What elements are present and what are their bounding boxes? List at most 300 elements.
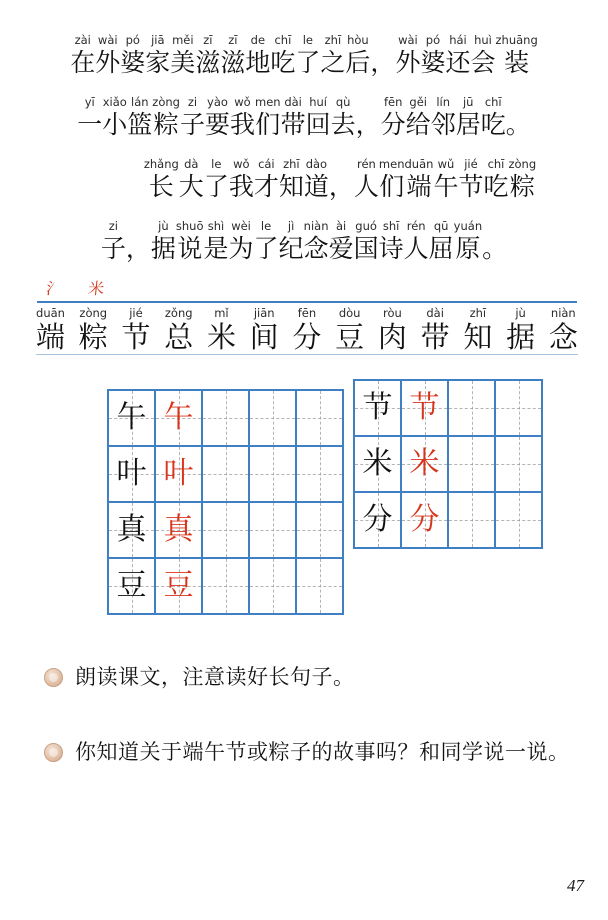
hanzi-text: ， [328, 174, 354, 201]
grid-cell-trace [156, 503, 203, 559]
hanzi-text: 外 [395, 50, 421, 77]
pinyin-text: duān [404, 157, 434, 171]
pinyin-text: jié [464, 157, 478, 171]
pinyin-text: chī [274, 33, 292, 47]
hanzi-text: 了 [253, 236, 279, 263]
ruby-character [152, 95, 180, 142]
hanzi-text: 回 [305, 112, 331, 139]
pinyin-text: zòng [508, 157, 537, 171]
hanzi-text: 总 [164, 322, 194, 354]
hanzi-text: 知 [278, 174, 304, 201]
grid-cell-model [109, 447, 156, 503]
model-character: 节 [362, 391, 393, 424]
pinyin-text: yuán [453, 219, 483, 233]
pinyin-text: jù [515, 306, 526, 320]
ruby-character [304, 219, 329, 266]
ruby-character [145, 33, 170, 80]
passage-block [0, 18, 608, 266]
grid-cell-trace [156, 559, 203, 615]
hanzi-text: 邻 [430, 112, 456, 139]
writing-grid-right [353, 379, 543, 549]
pinyin-text: men [378, 157, 405, 171]
ruby-character [445, 33, 470, 80]
pinyin-text: le [302, 33, 314, 47]
hanzi-text: 长 [148, 174, 174, 201]
bullet-marker-icon [44, 668, 63, 687]
ruby-character [354, 219, 379, 266]
pinyin-text: ài [335, 219, 347, 233]
hanzi-text: 后 [345, 50, 371, 77]
grid-cell-blank[interactable] [203, 391, 250, 447]
grid-cell-blank[interactable] [203, 447, 250, 503]
exercise-item-1 [44, 663, 355, 691]
ruby-character [170, 33, 195, 80]
hanzi-text: 地 [245, 50, 271, 77]
pinyin-text: zài [74, 33, 91, 47]
pinyin-text: wǔ [437, 157, 455, 171]
trace-character: 叶 [163, 457, 194, 490]
pinyin-text: niàn [550, 306, 576, 320]
hanzi-text: 婆 [120, 50, 146, 77]
ruby-character [255, 95, 281, 142]
hanzi-text: 原 [455, 236, 481, 263]
pinyin-text: hòu [347, 33, 369, 47]
ruby-character [481, 95, 506, 142]
ruby-run [70, 33, 538, 80]
ruby-character [127, 95, 152, 142]
pinyin-text: wài [97, 33, 118, 47]
grid-cell-model [109, 391, 156, 447]
ruby-character [254, 157, 279, 204]
pinyin-text: le [211, 157, 222, 171]
exercise-text: 朗读课文，注意读好长句子。 [75, 665, 355, 689]
exercise-text: 你知道关于端午节或粽子的故事吗？和同学说一说。 [75, 740, 570, 764]
ruby-character [395, 33, 420, 80]
hanzi-text: 道 [303, 174, 329, 201]
grid-cell-blank[interactable] [449, 381, 496, 437]
grid-cell-trace [402, 437, 449, 493]
ruby-character [433, 157, 458, 204]
pinyin-text: yī [84, 95, 95, 109]
hanzi-text: 滋 [195, 50, 221, 77]
ruby-character [406, 95, 431, 142]
hanzi-text: 是 [203, 236, 229, 263]
hanzi-text: 端 [406, 174, 432, 201]
ruby-character [295, 33, 320, 80]
pinyin-text: fēn [297, 306, 317, 320]
pinyin-text: jiān [253, 306, 275, 320]
hanzi-text: 节 [458, 174, 484, 201]
ruby-character [306, 95, 331, 142]
hanzi-text: 们 [255, 112, 281, 139]
ruby-character [95, 33, 120, 80]
ruby-character [279, 157, 304, 204]
new-character-item [549, 306, 578, 355]
new-character-item [121, 306, 150, 355]
hanzi-text: 去 [330, 112, 356, 139]
grid-cell-model [355, 437, 402, 493]
ruby-character [454, 219, 482, 266]
pinyin-text: guó [355, 219, 377, 233]
hanzi-text: 带 [280, 112, 306, 139]
pinyin-text: qù [335, 95, 351, 109]
grid-cell-trace [156, 447, 203, 503]
hanzi-text: 之 [320, 50, 346, 77]
pinyin-text: ròu [382, 306, 402, 320]
hanzi-text: 子 [100, 236, 126, 263]
ruby-run [101, 219, 507, 266]
hanzi-text: 诗 [378, 236, 404, 263]
pinyin-text: dòu [338, 306, 361, 320]
ruby-character [204, 219, 229, 266]
pinyin-text: zòng [79, 306, 108, 320]
hanzi-text: ， [125, 236, 151, 263]
trace-character: 豆 [163, 569, 194, 602]
pinyin-text: de [250, 33, 266, 47]
hanzi-text: 了 [203, 174, 229, 201]
trace-character: 分 [409, 503, 440, 536]
ruby-character [205, 95, 230, 142]
pinyin-text: wǒ [234, 95, 251, 109]
model-character: 米 [362, 447, 393, 480]
punctuation-mark [482, 219, 507, 266]
pinyin-text: zī [228, 33, 238, 47]
hanzi-text: 豆 [335, 322, 365, 354]
new-character-item [79, 306, 108, 355]
pinyin-text: shì [207, 219, 225, 233]
pinyin-text: zhī [469, 306, 487, 320]
pinyin-text: zhī [324, 33, 342, 47]
page-number: 47 [567, 876, 584, 895]
ruby-character [420, 33, 445, 80]
hanzi-text: 小 [102, 112, 128, 139]
hanzi-text: 据 [150, 236, 176, 263]
grid-cell-trace [402, 493, 449, 549]
pinyin-text: wèi [231, 219, 251, 233]
ruby-character [331, 95, 356, 142]
ruby-run [144, 157, 536, 204]
ruby-character [281, 95, 306, 142]
passage-line [0, 18, 608, 80]
hanzi-text: 篮 [127, 112, 153, 139]
ruby-character [379, 219, 404, 266]
ruby-character [379, 157, 405, 204]
ruby-character [404, 219, 429, 266]
pinyin-text: rén [356, 157, 376, 171]
grid-cell-blank[interactable] [449, 493, 496, 549]
hanzi-text: 人 [403, 236, 429, 263]
punctuation-mark [329, 157, 354, 204]
ruby-character [204, 157, 229, 204]
grid-cell-blank[interactable] [297, 447, 344, 503]
passage-line [0, 204, 608, 266]
hanzi-text: 间 [249, 322, 279, 354]
hanzi-text: 吃 [270, 50, 296, 77]
pinyin-text: wài [398, 33, 418, 47]
radical-annotation-row [46, 276, 104, 298]
pinyin-text: dài [284, 95, 302, 109]
pinyin-text: dào [305, 157, 328, 171]
grid-cell-blank[interactable] [203, 503, 250, 559]
new-character-item [506, 306, 535, 355]
grid-cell-blank[interactable] [250, 447, 297, 503]
grid-cell-model [109, 503, 156, 559]
grid-cell-blank[interactable] [496, 437, 543, 493]
ruby-character [120, 33, 145, 80]
pinyin-text: měi [172, 33, 194, 47]
trace-character: 午 [163, 401, 194, 434]
ruby-character [329, 219, 354, 266]
pinyin-text: duān [36, 306, 65, 320]
hanzi-text: 要 [204, 112, 230, 139]
bullet-marker-icon [44, 743, 63, 762]
hanzi-text: ， [355, 112, 381, 139]
hanzi-text: 子 [179, 112, 205, 139]
hanzi-text: 带 [420, 322, 450, 354]
pinyin-text: chī [484, 95, 502, 109]
pinyin-text: jié [129, 306, 143, 320]
ruby-character [458, 157, 483, 204]
hanzi-text: 纪 [278, 236, 304, 263]
hanzi-text: 人 [353, 174, 379, 201]
ruby-character [230, 95, 255, 142]
grid-cell-trace [156, 391, 203, 447]
radical-mark: 米 [87, 281, 105, 298]
grid-cell-model [109, 559, 156, 615]
hanzi-text: 家 [145, 50, 171, 77]
punctuation-mark [126, 219, 151, 266]
pinyin-text: pó [125, 33, 140, 47]
passage-line [0, 142, 608, 204]
hanzi-text: 还 [445, 50, 471, 77]
hanzi-text: 分 [292, 322, 322, 354]
pinyin-text: jù [158, 219, 169, 233]
ruby-character [354, 157, 379, 204]
model-character: 分 [362, 503, 393, 536]
hanzi-text: 国 [353, 236, 379, 263]
pinyin-text: qū [433, 219, 449, 233]
ruby-character [195, 33, 220, 80]
pinyin-text: pó [425, 33, 441, 47]
hanzi-text: 米 [206, 322, 236, 354]
hanzi-text: 分 [380, 112, 406, 139]
pinyin-text: chī [487, 157, 505, 171]
grid-cell-blank[interactable] [203, 559, 250, 615]
ruby-character [176, 219, 204, 266]
hanzi-text: ， [370, 50, 396, 77]
hanzi-text: 我 [228, 174, 254, 201]
hanzi-text: 念 [303, 236, 329, 263]
ruby-character [229, 219, 254, 266]
pinyin-text: zī [203, 33, 213, 47]
trace-character: 真 [163, 513, 194, 546]
pinyin-text: huì [474, 33, 492, 47]
hanzi-text: 节 [121, 322, 151, 354]
ruby-character [70, 33, 95, 80]
ruby-character [144, 157, 179, 204]
pinyin-text: hái [449, 33, 467, 47]
model-character: 真 [116, 513, 147, 546]
grid-cell-blank[interactable] [250, 503, 297, 559]
new-character-item [250, 306, 279, 355]
pinyin-text: lán [131, 95, 149, 109]
hanzi-text: 粽 [78, 322, 108, 354]
pinyin-text: dài [426, 306, 444, 320]
hanzi-text: 装 [504, 50, 530, 77]
pinyin-text: fēn [383, 95, 403, 109]
radical-mark: 氵 [45, 281, 63, 298]
ruby-character [270, 33, 295, 80]
pinyin-text: shuō [175, 219, 204, 233]
punctuation-mark [506, 95, 531, 142]
pinyin-text: huí [309, 95, 327, 109]
hanzi-text: 为 [228, 236, 254, 263]
ruby-character [345, 33, 370, 80]
ruby-character [431, 95, 456, 142]
hanzi-text: 们 [379, 174, 405, 201]
pinyin-text: men [255, 95, 281, 109]
hanzi-text: 居 [455, 112, 481, 139]
hanzi-text: 滋 [220, 50, 246, 77]
new-character-item [164, 306, 193, 355]
hanzi-text: 屈 [428, 236, 454, 263]
hanzi-text: 我 [230, 112, 256, 139]
hanzi-text: 吃 [480, 112, 506, 139]
pinyin-text: zòng [152, 95, 180, 109]
new-character-item [378, 306, 407, 355]
ruby-character [180, 95, 205, 142]
ruby-character [496, 33, 538, 80]
ruby-character [304, 157, 329, 204]
ruby-character [320, 33, 345, 80]
trace-character: 米 [409, 447, 440, 480]
hanzi-text: 会 [470, 50, 496, 77]
hanzi-text: 给 [405, 112, 431, 139]
pinyin-text: rén [406, 219, 426, 233]
grid-cell-blank[interactable] [496, 493, 543, 549]
character-list-baseline [36, 354, 578, 355]
pinyin-text: niàn [303, 219, 329, 233]
hanzi-text: 在 [70, 50, 96, 77]
model-character: 豆 [116, 569, 147, 602]
pinyin-text: jū [462, 95, 474, 109]
ruby-character [381, 95, 406, 142]
hanzi-text: 说 [177, 236, 203, 263]
ruby-character [220, 33, 245, 80]
new-character-item [207, 306, 236, 355]
punctuation-mark [370, 33, 395, 80]
pinyin-text: shī [382, 219, 400, 233]
grid-cell-blank[interactable] [496, 381, 543, 437]
hanzi-text: 端 [36, 322, 66, 354]
trace-character: 节 [409, 391, 440, 424]
hanzi-text: 念 [548, 322, 578, 354]
pinyin-text: jì [287, 219, 295, 233]
pinyin-text: zhǎng [143, 157, 179, 171]
ruby-character [429, 219, 454, 266]
new-character-item [335, 306, 364, 355]
grid-cell-blank[interactable] [250, 559, 297, 615]
grid-cell-trace [402, 381, 449, 437]
hanzi-text: 。 [482, 236, 508, 263]
pinyin-text: zǒng [164, 306, 193, 320]
grid-cell-model [355, 493, 402, 549]
hanzi-text: 外 [95, 50, 121, 77]
grid-cell-blank[interactable] [449, 437, 496, 493]
hanzi-text: 爱 [328, 236, 354, 263]
pinyin-text: zhuāng [495, 33, 538, 47]
ruby-character [470, 33, 495, 80]
pinyin-text: mǐ [214, 306, 229, 320]
hanzi-text: 。 [505, 112, 531, 139]
grid-cell-blank[interactable] [297, 391, 344, 447]
model-character: 午 [116, 401, 147, 434]
new-character-item [36, 306, 65, 355]
pinyin-text: gěi [409, 95, 427, 109]
new-character-item [292, 306, 321, 355]
grid-cell-blank[interactable] [250, 391, 297, 447]
pinyin-text: dà [184, 157, 199, 171]
ruby-character [279, 219, 304, 266]
pinyin-text: zhī [283, 157, 300, 171]
pinyin-text: yào [207, 95, 228, 109]
model-character: 叶 [116, 457, 147, 490]
hanzi-text: 大 [178, 174, 204, 201]
hanzi-text: 一 [77, 112, 103, 139]
ruby-character [245, 33, 270, 80]
hanzi-text: 粽 [153, 112, 179, 139]
hanzi-text: 据 [506, 322, 536, 354]
ruby-character [508, 157, 536, 204]
pinyin-text: jiā [151, 33, 165, 47]
exercise-item-2 [44, 738, 570, 766]
hanzi-text: 吃 [483, 174, 509, 201]
pinyin-text: zi [108, 219, 118, 233]
ruby-character [229, 157, 254, 204]
passage-line [0, 80, 608, 142]
hanzi-text: 午 [433, 174, 459, 201]
ruby-character [101, 219, 126, 266]
hanzi-text: 美 [170, 50, 196, 77]
pinyin-text: wǒ [233, 157, 250, 171]
new-character-item [463, 306, 492, 355]
ruby-character [102, 95, 127, 142]
blue-divider-rule [37, 301, 577, 303]
grid-cell-model [355, 381, 402, 437]
hanzi-text: 粽 [509, 174, 535, 201]
ruby-character [151, 219, 176, 266]
grid-cell-blank[interactable] [297, 559, 344, 615]
new-character-list [36, 306, 578, 355]
hanzi-text: 知 [463, 322, 493, 354]
punctuation-mark [356, 95, 381, 142]
ruby-character [179, 157, 204, 204]
ruby-character [405, 157, 434, 204]
hanzi-text: 婆 [420, 50, 446, 77]
ruby-character [483, 157, 508, 204]
ruby-character [77, 95, 102, 142]
pinyin-text: le [260, 219, 272, 233]
new-character-item [421, 306, 450, 355]
grid-cell-blank[interactable] [297, 503, 344, 559]
hanzi-text: 了 [295, 50, 321, 77]
hanzi-text: 肉 [377, 322, 407, 354]
pinyin-text: lín [436, 95, 451, 109]
ruby-run [77, 95, 531, 142]
pinyin-text: zi [187, 95, 198, 109]
pinyin-text: xiǎo [102, 95, 127, 109]
pinyin-text: cái [258, 157, 275, 171]
